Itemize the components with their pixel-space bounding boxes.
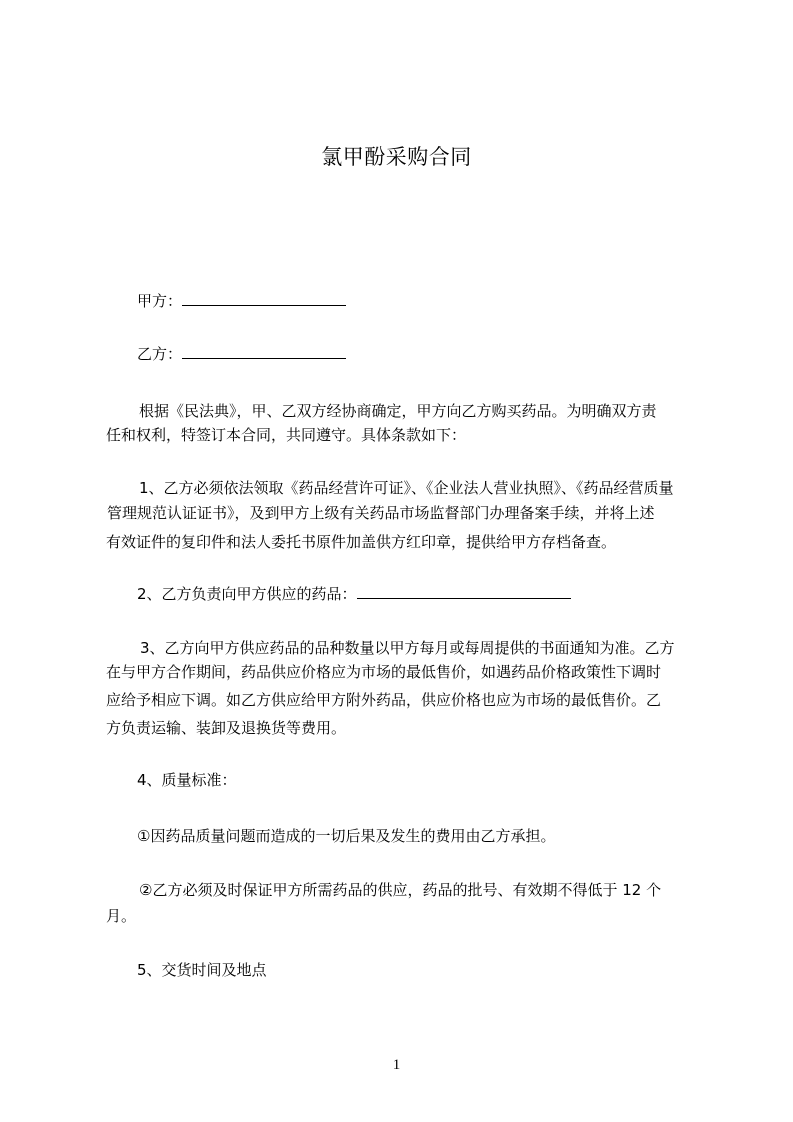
clause1-line-2: 管理规范认证证书》，及到甲方上级有关药品市场监督部门办理备案手续，并将上述: [107, 504, 655, 522]
page-number: 1: [392, 1057, 401, 1073]
party-b-label: 乙方：: [137, 345, 183, 363]
clause2-line: [137, 584, 571, 604]
clause1-line-3: 有效证件的复印件和法人委托书原件加盖供方红印章，提供给甲方存档备查。: [106, 533, 617, 551]
clause3-line-2: 在与甲方合作期间，药品供应价格应为市场的最低售价，如遇药品价格政策性下调时: [106, 663, 662, 681]
clause2-blank: [357, 584, 571, 599]
clause4-item-2-line-2: 月。: [106, 907, 137, 925]
intro-line-2: 任和权利，特签订本合同，共同遵守。具体条款如下：: [106, 426, 467, 444]
clause5-heading: 5、交货时间及地点: [137, 961, 267, 979]
party-b-line: [137, 344, 346, 364]
clause3-line-3: 应给予相应下调。如乙方供应给甲方附外药品，供应价格也应为市场的最低售价。乙: [106, 691, 662, 709]
clause3-line-1: 3、乙方向甲方供应药品的品种数量以甲方每月或每周提供的书面通知为准。乙方: [140, 639, 675, 657]
clause4-item-1: ①因药品质量问题而造成的一切后果及发生的费用由乙方承担。: [137, 827, 556, 845]
party-b-blank: [182, 344, 346, 359]
party-a-blank: [182, 291, 346, 306]
contract-title: 氯甲酚采购合同: [321, 145, 472, 169]
clause2-label: 2、乙方负责向甲方供应的药品：: [137, 585, 357, 603]
intro-line-1: 根据《民法典》，甲、乙双方经协商确定，甲方向乙方购买药品。为明确双方责: [139, 402, 657, 420]
clause4-item-2-line-1: ②乙方必须及时保证甲方所需药品的供应，药品的批号、有效期不得低于 12 个: [139, 881, 662, 899]
party-a-line: [137, 291, 346, 311]
clause1-line-1: 1、乙方必须依法领取《药品经营许可证》、《企业法人营业执照》、《药品经营质量: [139, 479, 674, 497]
party-a-label: 甲方：: [137, 292, 183, 310]
clause4-heading: 4、质量标准：: [137, 771, 237, 789]
clause3-line-4: 方负责运输、装卸及退换货等费用。: [106, 719, 347, 737]
